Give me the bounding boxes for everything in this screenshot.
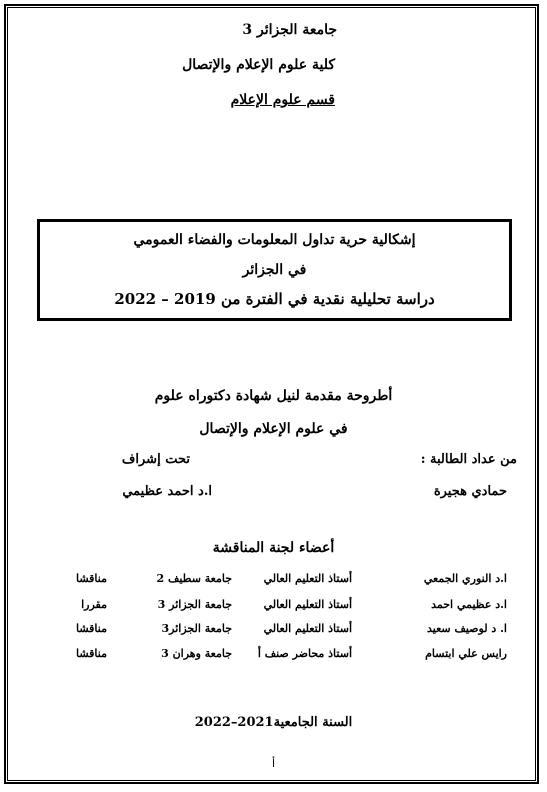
member-role: مقررا xyxy=(81,598,107,611)
faculty-name: كلية علوم الإعلام والإتصال xyxy=(182,57,335,73)
committee-row xyxy=(30,572,507,588)
title-line-2: في الجزائر xyxy=(242,262,307,278)
page-number: أ xyxy=(271,757,276,770)
student-name: حمادي هجيرة xyxy=(433,484,507,499)
member-name: ا.د عظيمي احمد xyxy=(431,598,507,611)
member-university: جامعة وهران 3 xyxy=(161,647,232,660)
member-university: جامعة الجزائر 3 xyxy=(157,598,232,611)
thesis-purpose: أطروحة مقدمة لنيل شهادة دكتوراه علوم xyxy=(154,388,393,404)
committee-row xyxy=(30,622,507,638)
member-name: ا. د لوصيف سعيد xyxy=(427,622,507,635)
member-rank: أستاذ التعليم العالي xyxy=(263,622,352,635)
member-name: رايس علي ابتسام xyxy=(425,647,507,660)
member-rank: أستاذ التعليم العالي xyxy=(263,572,352,585)
student-label: من عداد الطالبة : xyxy=(420,452,517,467)
committee-heading: أعضاء لجنة المناقشة xyxy=(212,540,335,556)
member-rank: أستاذ محاضر صنف أ xyxy=(257,647,352,660)
member-university: جامعة الجزائر3 xyxy=(161,622,232,635)
supervisor-label: تحت إشراف xyxy=(121,452,190,467)
title-line-3: دراسة تحليلية نقدية في الفترة من 2019 – 2022 xyxy=(114,290,435,308)
committee-row xyxy=(30,647,507,663)
member-role: مناقشا xyxy=(76,622,107,635)
member-role: مناقشا xyxy=(76,572,107,585)
supervisor-name: ا.د احمد عظيمي xyxy=(122,484,212,499)
academic-year: السنة الجامعية2021–2022 xyxy=(194,715,353,730)
committee-row xyxy=(30,598,507,614)
thesis-field: في علوم الإعلام والإتصال xyxy=(199,421,348,437)
member-rank: أستاذ التعليم العالي xyxy=(263,598,352,611)
member-university: جامعة سطيف 2 xyxy=(156,572,232,585)
thesis-title-box xyxy=(37,219,512,321)
member-role: مناقشا xyxy=(76,647,107,660)
university-name: جامعة الجزائر 3 xyxy=(242,22,337,38)
member-name: ا.د النوري الجمعي xyxy=(423,572,507,585)
department-name: قسم علوم الإعلام xyxy=(230,92,335,108)
title-line-1: إشكالية حرية تداول المعلومات والفضاء العمومي xyxy=(133,232,416,248)
